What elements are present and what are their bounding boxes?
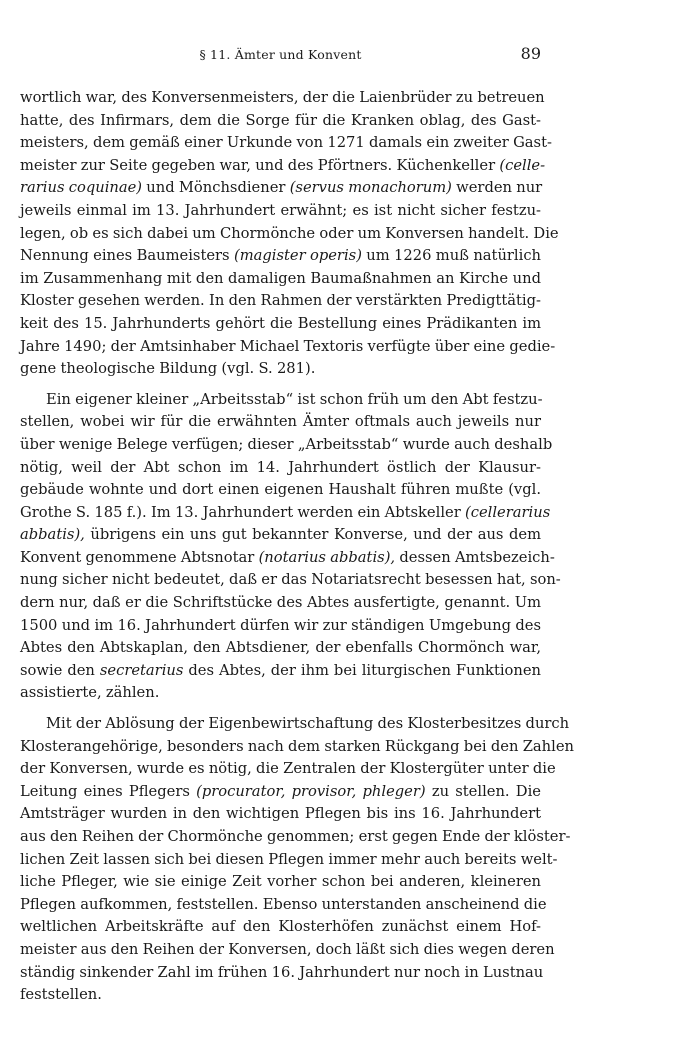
text-line — [20, 962, 544, 985]
text-run: 1500 und im 16. Jahrhundert dürfen wir zur ständigen Umgebung des — [20, 616, 541, 634]
text-run: jeweils einmal im 13. Jahrhundert erwähnt; es ist nicht sicher festzu- — [20, 201, 541, 219]
text-run: lichen Zeit lassen sich bei diesen Pflegen immer mehr auch bereits welt- — [20, 850, 558, 868]
text-run: Mit der Ablösung der Eigenbewirtschaftung des Klosterbesitzes durch — [46, 715, 570, 733]
page-number: 89 — [520, 44, 541, 63]
italic-term: (celle- — [499, 156, 546, 174]
text-line — [20, 177, 541, 200]
body-text — [20, 87, 574, 1015]
text-line — [20, 87, 545, 110]
italic-term: (cellerarius — [465, 503, 551, 521]
text-run: wortlich war, des Konversenmeisters, der die Laienbrüder zu betreuen — [20, 89, 545, 106]
paragraph — [20, 87, 559, 381]
text-line — [20, 682, 541, 705]
text-line — [20, 569, 561, 592]
text-line — [20, 336, 556, 359]
text-line — [20, 826, 571, 849]
text-run: Kloster gesehen werden. In den Rahmen der verstärkten Predigttätig- — [20, 292, 541, 310]
text-run: Klosterangehörige, besonders nach dem starken Rückgang bei den Zahlen — [20, 737, 574, 755]
text-run: stellen, wobei wir für die erwähnten Ämter oftmals auch jeweils nur — [20, 413, 541, 431]
text-run: zu stellen. Die — [425, 782, 541, 800]
text-line — [20, 713, 570, 736]
text-run: Leitung eines Pflegers — [20, 782, 197, 800]
text-line — [20, 547, 555, 570]
text-run: Jahre 1490; der Amtsinhaber Michael Textoris verfügte über eine gedie- — [20, 337, 556, 355]
text-run: aus den Reihen der Chormönche genommen; erst gegen Ende der klöster- — [20, 828, 571, 845]
italic-term: (procurator, provisor, phleger) — [196, 782, 426, 800]
italic-term: (servus monachorum) — [289, 179, 452, 197]
paragraph — [20, 713, 574, 1007]
text-line — [20, 200, 541, 223]
text-run: dessen Amtsbezeich- — [395, 548, 555, 566]
italic-term: (notarius abbatis), — [258, 548, 396, 566]
text-line — [20, 290, 541, 313]
text-run: über wenige Belege verfügen; dieser „Arbeitsstab“ wurde auch deshalb — [20, 435, 553, 453]
text-run: hatte, des Infirmars, dem die Sorge für die Kranken oblag, des Gast- — [20, 111, 541, 129]
text-line — [20, 502, 551, 525]
text-line — [20, 894, 547, 917]
text-line — [20, 457, 541, 480]
text-run: nung sicher nicht bedeutet, daß er das Notariatsrecht besessen hat, son- — [20, 571, 561, 589]
text-line — [20, 479, 541, 502]
book-page — [20, 0, 574, 1050]
text-run: gene theologische Bildung (vgl. S. 281). — [20, 360, 316, 378]
text-line — [20, 916, 541, 939]
text-run: Nennung eines Baumeisters — [20, 247, 234, 265]
text-line — [20, 637, 541, 660]
text-run: werden nur — [451, 179, 543, 197]
text-run: assistierte, zählen. — [20, 684, 160, 702]
text-line — [20, 758, 556, 781]
text-line — [20, 223, 559, 246]
text-run: der Konversen, wurde es nötig, die Zentralen der Klostergüter unter die — [20, 760, 556, 778]
running-title: § 11. Ämter und Konvent — [199, 47, 362, 62]
paragraph — [20, 389, 561, 705]
text-line — [20, 313, 541, 336]
text-run: Ein eigener kleiner „Arbeitsstab“ ist schon früh um den Abt festzu- — [46, 390, 543, 408]
text-run: und Mönchsdiener — [142, 179, 290, 197]
running-head — [20, 44, 541, 66]
text-line — [20, 268, 541, 291]
text-run: Amtsträger wurden in den wichtigen Pflegen bis ins 16. Jahrhundert — [20, 805, 541, 823]
text-line — [20, 660, 541, 683]
text-line — [20, 781, 541, 804]
text-run: meisters, dem gemäß einer Urkunde von 1271 damals ein zweiter Gast- — [20, 134, 552, 152]
text-run: liche Pfleger, wie sie einige Zeit vorher schon bei anderen, kleineren — [20, 873, 541, 891]
text-run: feststellen. — [20, 986, 102, 1004]
text-run: legen, ob es sich dabei um Chormönche oder um Konversen handelt. Die — [20, 224, 559, 242]
text-run: weltlichen Arbeitskräfte auf den Klosterhöfen zunächst einem Hof- — [20, 918, 541, 936]
text-run: Pflegen aufkommen, feststellen. Ebenso unterstanden anscheinend die — [20, 895, 547, 913]
text-run: Konvent genommene Abtsnotar — [20, 548, 259, 566]
text-run: ständig sinkender Zahl im frühen 16. Jahrhundert nur noch in Lustnau — [20, 963, 544, 981]
text-line — [20, 939, 555, 962]
text-run: gebäude wohnte und dort einen eigenen Haushalt führen mußte (vgl. — [20, 481, 541, 499]
text-line — [20, 524, 541, 547]
text-line — [20, 871, 541, 894]
text-line — [20, 411, 541, 434]
text-run: des Abtes, der ihm bei liturgischen Funktionen — [183, 661, 541, 679]
text-line — [20, 592, 541, 615]
text-run: sowie den — [20, 661, 100, 679]
text-line — [20, 110, 541, 133]
text-run: Grothe S. 185 f.). Im 13. Jahrhundert werden ein Abtskeller — [20, 503, 466, 521]
italic-term: rarius coquinae) — [20, 179, 143, 197]
text-line — [20, 434, 553, 457]
text-run: übrigens ein uns gut bekannter Konverse, und der aus dem — [84, 526, 541, 544]
text-line — [20, 984, 541, 1007]
text-line — [20, 358, 541, 381]
text-line — [20, 849, 558, 872]
text-line — [20, 155, 546, 178]
text-line — [20, 245, 541, 268]
text-run: nötig, weil der Abt schon im 14. Jahrhundert östlich der Klausur- — [20, 458, 541, 476]
italic-term: secretarius — [99, 661, 184, 679]
text-run: im Zusammenhang mit den damaligen Baumaßnahmen an Kirche und — [20, 269, 541, 287]
text-run: dern nur, daß er die Schriftstücke des Abtes ausfertigte, genannt. Um — [20, 594, 541, 612]
text-line — [20, 736, 574, 759]
text-line — [20, 132, 552, 155]
text-line — [20, 803, 541, 826]
text-run: meister zur Seite gegeben war, und des Pförtners. Küchenkeller — [20, 156, 500, 174]
italic-term: (magister operis) — [233, 247, 362, 265]
text-run: keit des 15. Jahrhunderts gehört die Bestellung eines Prädikanten im — [20, 314, 541, 332]
text-run: um 1226 muß natürlich — [361, 247, 542, 265]
text-run: Abtes den Abtskaplan, den Abtsdiener, der ebenfalls Chormönch war, — [20, 639, 541, 657]
text-line — [20, 615, 541, 638]
italic-term: abbatis), — [20, 526, 85, 544]
text-line — [20, 389, 541, 412]
text-run: meister aus den Reihen der Konversen, doch läßt sich dies wegen deren — [20, 940, 555, 958]
